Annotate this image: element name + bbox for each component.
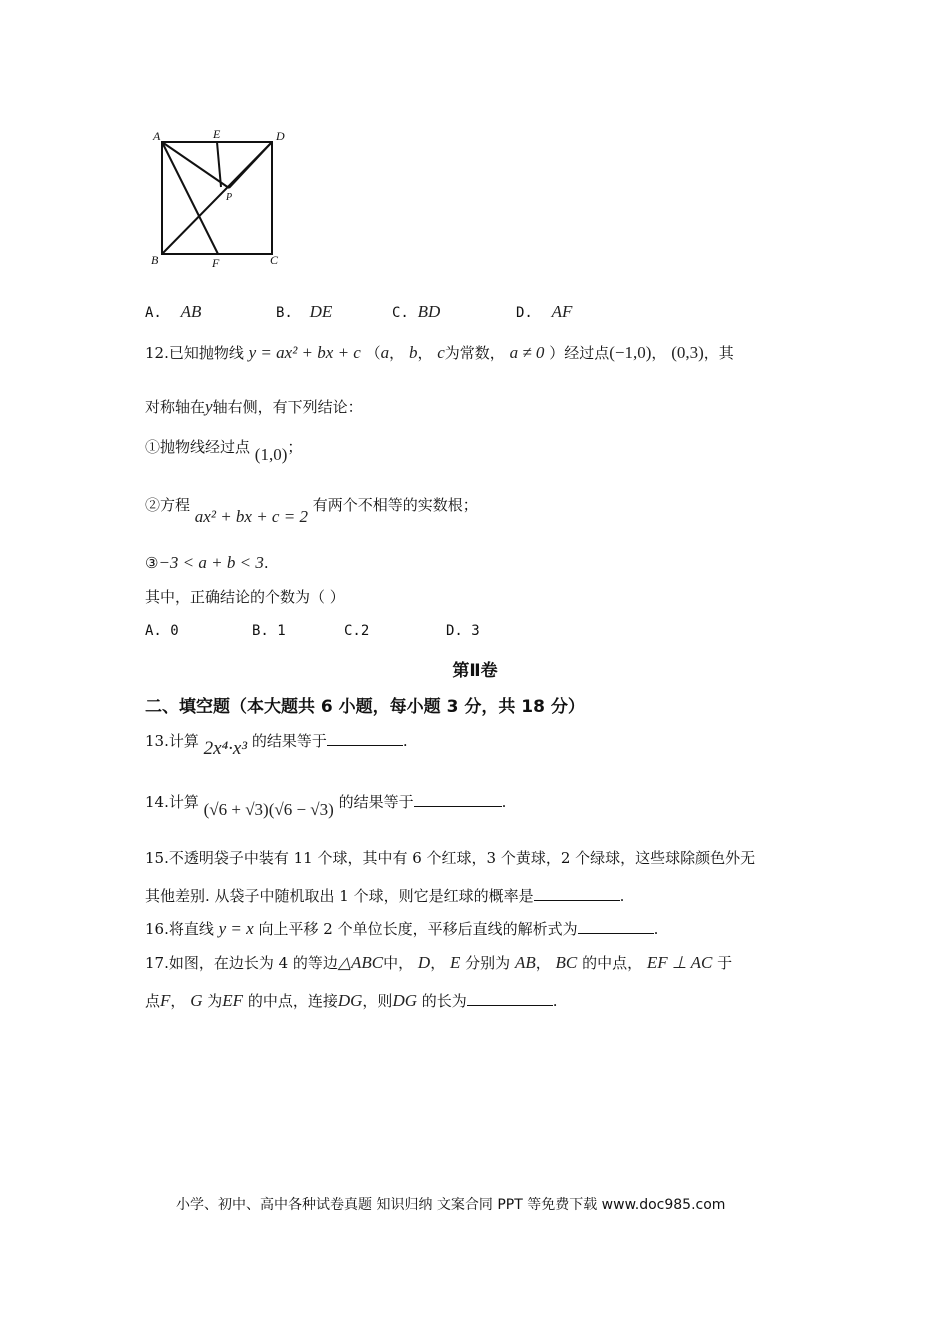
q12-option-d-key: D. bbox=[446, 623, 463, 639]
q17-l1-d: 分别为 bbox=[465, 954, 511, 972]
q14-prefix: 14.计算 bbox=[145, 793, 199, 811]
q12-c3-text: ③ bbox=[145, 554, 159, 572]
q16-math: y = x bbox=[218, 919, 254, 938]
volume-title: 第Ⅱ卷 bbox=[452, 661, 498, 681]
q14-math: (√6 + √3)(√6 − √3) bbox=[203, 800, 334, 819]
q17-l2-e: ，则 bbox=[362, 992, 393, 1010]
q17-l1-b: 中， bbox=[383, 954, 414, 972]
q17-l2-f: 的长为 bbox=[421, 992, 467, 1010]
q12-prefix: 12.已知抛物线 bbox=[145, 344, 244, 362]
q17-l1-f: 的中点， bbox=[582, 954, 643, 972]
q12-sep1: ， bbox=[389, 344, 405, 362]
q11-option-b-key: B. bbox=[276, 305, 293, 321]
q12-c1-text: ①抛物线经过点 bbox=[145, 438, 251, 456]
q12-condition: a ≠ 0 bbox=[509, 343, 545, 362]
q17-l1-g: 于 bbox=[717, 954, 733, 972]
q12-point1: (−1,0) bbox=[609, 343, 652, 362]
label-e: E bbox=[213, 127, 221, 141]
q13-end: . bbox=[402, 732, 408, 750]
q12-option-c-value: 2 bbox=[360, 623, 370, 639]
section-title: 二、填空题（本大题共 6 小题，每小题 3 分，共 18 分） bbox=[145, 697, 585, 717]
q15-answer-blank[interactable] bbox=[534, 884, 620, 901]
q12-c3-math: −3 < a + b < 3 bbox=[158, 553, 264, 572]
q12-var-a: a bbox=[380, 343, 390, 362]
q16-suffix: 向上平移 2 个单位长度，平移后直线的解析式为 bbox=[258, 920, 578, 938]
q12-question: 其中，正确结论的个数为（ ） bbox=[145, 588, 345, 606]
q12-option-a-value: 0 bbox=[170, 623, 179, 639]
q12-c3-end: . bbox=[263, 554, 269, 572]
q17-segment-dg: DG bbox=[337, 991, 363, 1010]
q15-line2 bbox=[145, 884, 624, 906]
q11-option-d-key: D. bbox=[516, 305, 533, 321]
q16-answer-blank[interactable] bbox=[578, 917, 654, 934]
q17-end: . bbox=[552, 992, 558, 1010]
q12-var-b: b bbox=[408, 343, 418, 362]
q12-var-c: c bbox=[437, 343, 445, 362]
q12-option-d-value: 3 bbox=[471, 623, 480, 639]
q17-line1 bbox=[145, 953, 732, 973]
q12-const-text: 为常数， bbox=[444, 344, 505, 362]
q17-side-bc: BC bbox=[555, 953, 578, 972]
q14-answer-blank[interactable] bbox=[414, 790, 502, 807]
q12-sep2: ， bbox=[417, 344, 433, 362]
q11-option-b-value: DE bbox=[309, 302, 333, 321]
q15-end: . bbox=[619, 887, 625, 905]
diagonal-bd bbox=[162, 142, 272, 254]
q17-l2-a: 点 bbox=[145, 992, 161, 1010]
q11-option-c-value: BD bbox=[417, 302, 441, 321]
q13 bbox=[145, 729, 408, 759]
q16 bbox=[145, 917, 658, 939]
q14 bbox=[145, 790, 507, 819]
q12-option-a-key: A. bbox=[145, 623, 162, 639]
q12-paren-close: ）经过点 bbox=[549, 344, 610, 362]
q17-l2-b: ， bbox=[170, 992, 186, 1010]
q17-point-f: F bbox=[160, 991, 171, 1010]
q17-point-g: G bbox=[190, 991, 203, 1010]
square-figure bbox=[145, 122, 295, 272]
q12-option-b-value: 1 bbox=[277, 623, 286, 639]
q12-formula: y = ax² + bx + c bbox=[248, 343, 361, 362]
page-footer: 小学、初中、高中各种试卷真题 知识归纳 文案合同 PPT 等免费下载 www.doc985.com bbox=[176, 1197, 726, 1213]
q12-line2-pre: 对称轴在 bbox=[145, 398, 206, 416]
q12-line2-post: 轴右侧，有下列结论： bbox=[212, 398, 363, 416]
q12-c1-math: (1,0) bbox=[254, 445, 288, 464]
q17-l2-c: 为 bbox=[207, 992, 223, 1010]
q17-l1-a: 17.如图，在边长为 4 的等边 bbox=[145, 954, 338, 972]
q17-segment-dg-2: DG bbox=[392, 991, 417, 1010]
q11-option-c-key: C. bbox=[392, 305, 409, 321]
q12-option-b-key: B. bbox=[252, 623, 269, 639]
q13-suffix: 的结果等于 bbox=[251, 732, 327, 750]
q16-prefix: 16.将直线 bbox=[145, 920, 214, 938]
q17-point-e: E bbox=[450, 953, 461, 972]
q12-c1-end: ； bbox=[287, 438, 303, 456]
label-d: D bbox=[276, 129, 285, 143]
q17-triangle: △ABC bbox=[337, 953, 384, 972]
q12-sep3: ， bbox=[651, 344, 667, 362]
q17-l1-c: ， bbox=[430, 954, 446, 972]
q14-suffix: 的结果等于 bbox=[338, 793, 414, 811]
q12-c2-end: 有两个不相等的实数根； bbox=[312, 496, 478, 514]
label-a: A bbox=[153, 129, 161, 143]
q12-point2: (0,3) bbox=[671, 343, 704, 362]
q13-prefix: 13.计算 bbox=[145, 732, 199, 750]
q17-line2 bbox=[145, 989, 558, 1011]
q12-option-c-key: C. bbox=[344, 623, 361, 639]
q11-option-d-value: AF bbox=[551, 302, 573, 321]
q13-math: 2x⁴·x³ bbox=[203, 738, 248, 759]
q12-conclusion-3 bbox=[145, 553, 269, 573]
q12-c2-math: ax² + bx + c = 2 bbox=[194, 507, 308, 526]
segment-af bbox=[162, 142, 218, 254]
q15-line2-text: 其他差别. 从袋子中随机取出 1 个球，则它是红球的概率是 bbox=[145, 887, 534, 905]
q13-answer-blank[interactable] bbox=[327, 729, 403, 746]
label-f: F bbox=[212, 256, 220, 270]
label-p: P bbox=[226, 192, 233, 203]
label-c: C bbox=[270, 253, 279, 267]
q14-end: . bbox=[501, 793, 507, 811]
q17-l2-d: 的中点，连接 bbox=[247, 992, 338, 1010]
q12-tail: ，其 bbox=[703, 344, 734, 362]
q12-conclusion-1 bbox=[145, 437, 303, 464]
q17-point-d: D bbox=[417, 953, 431, 972]
q17-perpendicular: EF ⊥ AC bbox=[646, 953, 713, 972]
q16-end: . bbox=[653, 920, 659, 938]
q17-l1-e: ， bbox=[535, 954, 551, 972]
q17-answer-blank[interactable] bbox=[467, 989, 553, 1006]
q15-line1: 15.不透明袋子中装有 11 个球，其中有 6 个红球，3 个黄球，2 个绿球，这些球除颜色外无 bbox=[145, 849, 756, 867]
q12-paren-open: （ bbox=[365, 344, 381, 362]
q12-conclusion-2 bbox=[145, 495, 478, 526]
q12-c2-text: ②方程 bbox=[145, 496, 191, 514]
q12-line2 bbox=[145, 397, 363, 417]
q11-option-a-value: AB bbox=[180, 302, 202, 321]
q11-option-a-key: A. bbox=[145, 305, 162, 321]
q12-line2-y: y bbox=[205, 397, 213, 416]
q17-segment-ef: EF bbox=[222, 991, 244, 1010]
q17-side-ab: AB bbox=[514, 953, 536, 972]
q11-options bbox=[145, 302, 201, 323]
label-b: B bbox=[151, 253, 159, 267]
q12-line1 bbox=[145, 343, 734, 363]
